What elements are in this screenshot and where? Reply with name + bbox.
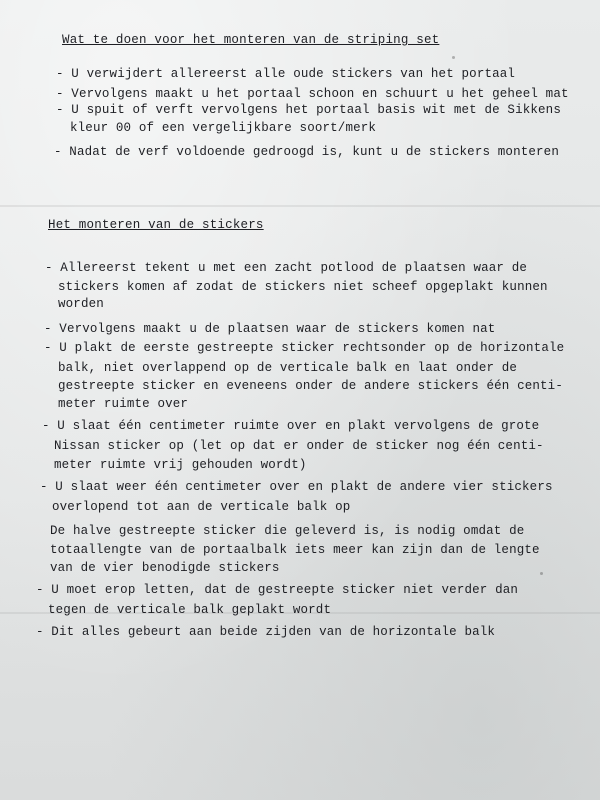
paper-speck — [540, 572, 543, 575]
section1-line-2: - Vervolgens maakt u het portaal schoon en schuurt u het geheel mat — [56, 87, 569, 101]
section1-line-3: - U spuit of verft vervolgens het portaal basis wit met de Sikkens — [56, 103, 561, 117]
section2-line-2: stickers komen af zodat de stickers niet scheef opgeplakt kunnen — [58, 280, 548, 294]
section2-line-5: - U plakt de eerste gestreepte sticker rechtsonder op de horizontale — [44, 341, 565, 355]
section2-line-15: totaallengte van de portaalbalk iets meer kan zijn dan de lengte — [50, 543, 540, 557]
section2-line-3: worden — [58, 297, 104, 311]
section2-line-8: meter ruimte over — [58, 397, 189, 411]
paper-speck — [452, 56, 455, 59]
section1-line-4: kleur 00 of een vergelijkbare soort/merk — [70, 121, 377, 135]
section2-line-12: - U slaat weer één centimeter over en plakt de andere vier stickers — [40, 480, 553, 494]
paper-crease — [0, 205, 600, 207]
section1-line-5: - Nadat de verf voldoende gedroogd is, kunt u de stickers monteren — [54, 145, 559, 159]
section2-line-18: tegen de verticale balk geplakt wordt — [48, 603, 332, 617]
section2-line-13: overlopend tot aan de verticale balk op — [52, 500, 351, 514]
section2-line-10: Nissan sticker op (let op dat er onder de sticker nog één centi- — [54, 439, 544, 453]
section2-line-16: van de vier benodigde stickers — [50, 561, 280, 575]
section2-line-11: meter ruimte vrij gehouden wordt) — [54, 458, 307, 472]
section2-line-17: - U moet erop letten, dat de gestreepte sticker niet verder dan — [36, 583, 519, 597]
section1-heading: Wat te doen voor het monteren van de striping set — [62, 33, 440, 47]
section2-line-6: balk, niet overlappend op de verticale balk en laat onder de — [58, 361, 518, 375]
section2-heading: Het monteren van de stickers — [48, 218, 264, 232]
section2-line-4: - Vervolgens maakt u de plaatsen waar de stickers komen nat — [44, 322, 496, 336]
section2-line-19: - Dit alles gebeurt aan beide zijden van de horizontale balk — [36, 625, 496, 639]
section2-line-7: gestreepte sticker en eveneens onder de andere stickers één centi- — [58, 379, 563, 393]
section2-line-14: De halve gestreepte sticker die geleverd is, is nodig omdat de — [50, 524, 525, 538]
section2-line-9: - U slaat één centimeter ruimte over en plakt vervolgens de grote — [42, 419, 540, 433]
section2-line-1: - Allereerst tekent u met een zacht potlood de plaatsen waar de — [45, 261, 528, 275]
section1-line-1: - U verwijdert allereerst alle oude stickers van het portaal — [56, 67, 516, 81]
